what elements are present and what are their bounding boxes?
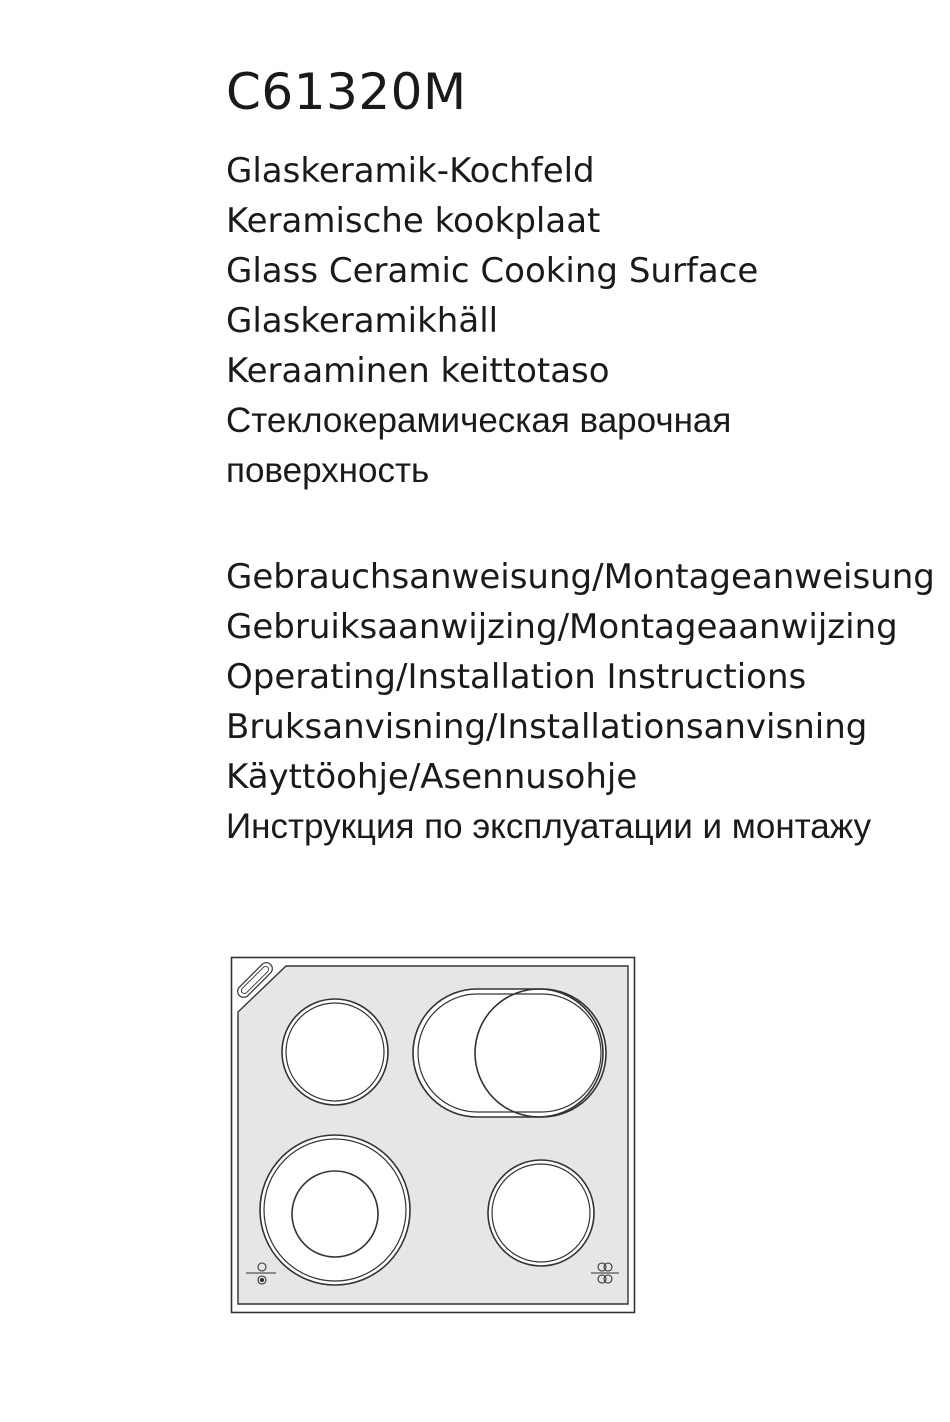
cooking-zone-front-left-top [282,999,388,1105]
title-finnish: Keraaminen keittotaso [226,351,610,391]
instructions-english: Operating/Installation Instructions [226,657,807,697]
title-swedish: Glaskeramikhäll [226,301,499,341]
cooking-zone-dual-front-left [260,1135,410,1285]
instructions-finnish: Käyttöohje/Asennusohje [226,757,638,797]
title-russian-line-2: поверхность [226,451,430,490]
instructions-dutch: Gebruiksaanwijzing/Montageaanwijzing [226,607,898,647]
instructions-german: Gebrauchsanweisung/Montageanweisung [226,557,935,597]
title-english: Glass Ceramic Cooking Surface [226,251,759,291]
instructions-swedish: Bruksanvisning/Installationsanvisning [226,707,868,747]
instruction-title-list [226,552,935,852]
cooking-zone-oval-rear-right [413,989,606,1117]
cooking-zone-front-right [488,1160,594,1266]
title-german: Glaskeramik-Kochfeld [226,151,595,191]
title-russian-line-1: Стеклокерамическая варочная [226,401,732,440]
model-number: C61320M [226,63,467,121]
instructions-russian: Инструкция по эксплуатации и монтажу [226,807,872,846]
cooktop-illustration [230,956,636,1314]
title-dutch: Keramische kookplaat [226,201,601,241]
product-title-list [226,146,758,496]
